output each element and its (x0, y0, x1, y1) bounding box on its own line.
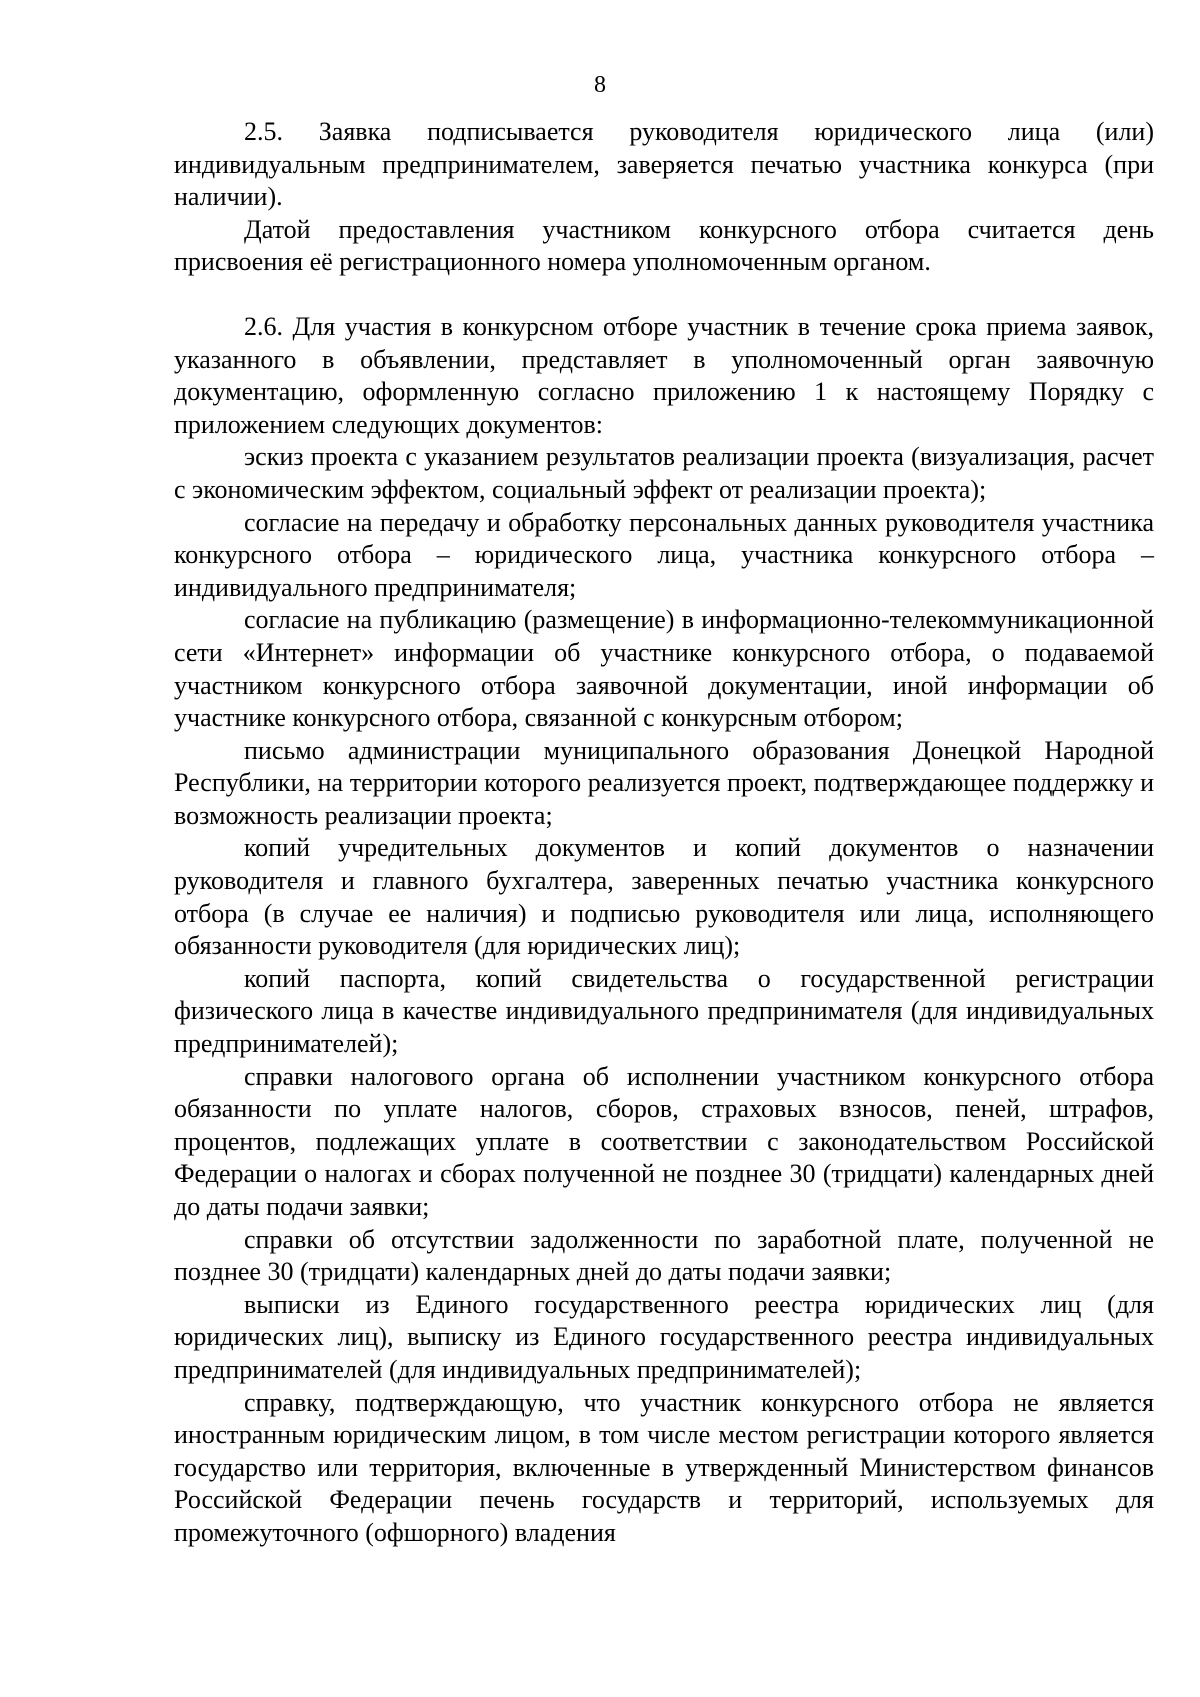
paragraph-2-5: 2.5. Заявка подписывается руководителя юридического лица (или) индивидуальным предпринимателем, заверяется печатью участника конкурса (при наличии). (174, 117, 1154, 212)
list-item-passport-copies: копий паспорта, копий свидетельства о государственной регистрации физического лица в качестве индивидуального предпринимателя (для индивидуальных предпринимателей); (174, 963, 1154, 1059)
paragraph-2-6: 2.6. Для участия в конкурсном отборе участник в течение срока приема заявок, указанного в объявлении, представляет в уполномоченный орган заявочную документацию, оформленную согласно приложению 1 к настоящему Порядку с приложением следующих документов: (174, 311, 1154, 439)
list-item-administration-letter: письмо администрации муниципального образования Донецкой Народной Республики, на территории которого реализуется проект, подтверждающее поддержку и возможность реализации проекта; (174, 735, 1154, 830)
list-item-foreign-entity-certificate: справку, подтверждающую, что участник конкурсного отбора не является иностранным юридическим лицом, в том числе местом регистрации которого является государство или территория, включенные в утвержденный Министерством финансов Российской Федерации печень государств и территорий, используемых для промежуточного (офшорного) владения (174, 1387, 1154, 1547)
list-item-founding-documents: копий учредительных документов и копий документов о назначении руководителя и главного бухгалтера, заверенных печатью участника конкурсного отбора (в случае ее наличия) и подписью руководителя или лица, исполняющего обязанности руководителя (для юридических лиц); (174, 833, 1154, 961)
list-item-tax-certificate: справки налогового органа об исполнении участником конкурсного отбора обязанности по уплате налогов, сборов, страховых взносов, пеней, штрафов, процентов, подлежащих уплате в соответствии с законодательством Российской Федерации о налогах и сборах полученной не позднее 30 (тридцати) календарных дней до даты подачи заявки; (174, 1061, 1154, 1221)
paragraph-submission-date: Датой предоставления участником конкурсного отбора считается день присвоения её регистрационного номера уполномоченным органом. (174, 214, 1154, 277)
list-item-salary-debt-certificate: справки об отсутствии задолженности по заработной плате, полученной не позднее 30 (тридцати) календарных дней до даты подачи заявки; (174, 1224, 1154, 1287)
document-body (174, 116, 1154, 1550)
list-item-registry-extracts: выписки из Единого государственного реестра юридических лиц (для юридических лиц), выписку из Единого государственного реестра индивидуальных предпринимателей (для индивидуальных предпринимателей); (174, 1289, 1154, 1384)
list-item-personal-data-consent: согласие на передачу и обработку персональных данных руководителя участника конкурсного отбора – юридического лица, участника конкурсного отбора – индивидуального предпринимателя; (174, 507, 1154, 602)
list-item-project-sketch: эскиз проекта с указанием результатов реализации проекта (визуализация, расчет с экономическим эффектом, социальный эффект от реализации проекта); (174, 442, 1154, 504)
page-number: 8 (594, 72, 606, 98)
list-item-publication-consent: согласие на публикацию (размещение) в информационно-телекоммуникационной сети «Интернет» информации об участнике конкурсного отбора, о подаваемой участником конкурсного отбора заявочной документации, иной информации об участнике конкурсного отбора, связанной с конкурсным отбором; (174, 605, 1154, 733)
